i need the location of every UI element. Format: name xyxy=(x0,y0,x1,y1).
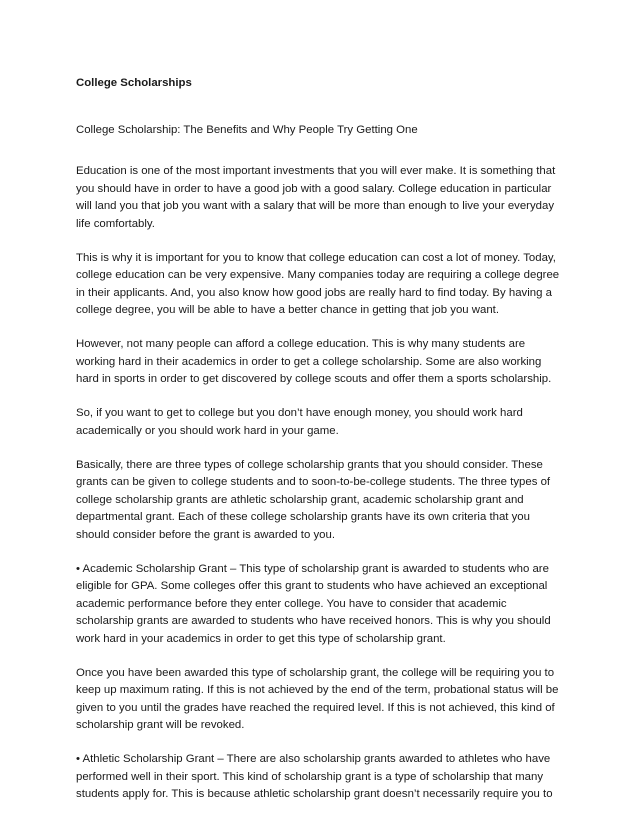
text-line: should consider before the grant is awarded to you. xyxy=(76,528,335,541)
paragraph-grant-types xyxy=(76,457,581,545)
text-line: eligible for GPA. Some colleges offer this grant to students who have achieved an exceptional xyxy=(76,580,548,592)
document-body xyxy=(76,163,581,820)
text-line: performed well in their sport. This kind of scholarship grant is a type of scholarship that many xyxy=(76,770,544,783)
text-line: scholarship grants are awarded to students who have received honors. This is why you should xyxy=(76,615,551,627)
text-line: in their applicants. And, you also know how good jobs are really hard to find today. By having a xyxy=(76,286,552,299)
text-line: college scholarship grants are athletic scholarship grant, academic scholarship grant and xyxy=(76,493,524,506)
document-title: College Scholarships xyxy=(76,77,192,89)
text-line: college education can be very expensive. Many companies today are requiring a college degree xyxy=(76,269,560,281)
document-subtitle: College Scholarship: The Benefits and Why People Try Getting One xyxy=(76,124,418,136)
text-line: So, if you want to get to college but you don’t have enough money, you should work hard xyxy=(76,407,523,419)
text-line: However, not many people can afford a college education. This is why many students are xyxy=(76,338,526,350)
text-line: Once you have been awarded this type of scholarship grant, the college will be requiring you to xyxy=(76,666,555,679)
text-line: life comfortably. xyxy=(76,217,155,230)
text-line: will land you that job you want with a salary that will be more than enough to live your everyday xyxy=(76,200,555,212)
text-line: given to you until the grades have reached the required level. If this is not achieved, this kind of xyxy=(76,701,555,714)
text-line: This is why it is important for you to know that college education can cost a lot of money. Today, xyxy=(76,251,556,264)
text-line: students apply for. This is because athletic scholarship grant doesn’t necessarily require you to xyxy=(76,788,553,800)
text-line: Basically, there are three types of college scholarship grants that you should consider. These xyxy=(76,458,543,471)
bullet-athletic-grant xyxy=(76,751,581,804)
paragraph-cost xyxy=(76,250,581,320)
paragraph-maintain-rating xyxy=(76,665,581,735)
text-line: grants can be given to college students and to soon-to-be-college students. The three types of xyxy=(76,476,551,488)
text-line: academic performance before they enter college. You have to consider that academic xyxy=(76,597,507,610)
paragraph-afford xyxy=(76,336,581,389)
text-line: • Academic Scholarship Grant – This type of scholarship grant is awarded to students who are xyxy=(76,562,549,575)
paragraph-work-hard xyxy=(76,405,581,440)
text-line: working hard in their academics in order to get a college scholarship. Some are also working xyxy=(76,355,542,368)
text-line: departmental grant. Each of these college scholarship grants have its own criteria that you xyxy=(76,511,530,523)
text-line: hard in sports in order to get discovered by college scouts and offer them a sports scholarship. xyxy=(76,373,552,385)
text-line: you should have in order to have a good job with a good salary. College education in particular xyxy=(76,182,552,195)
paragraph-intro xyxy=(76,163,581,233)
text-line: keep up maximum rating. If this is not achieved by the end of the term, probational status will be xyxy=(76,684,559,696)
text-line: • Athletic Scholarship Grant – There are also scholarship grants awarded to athletes who have xyxy=(76,753,551,765)
text-line: scholarship grant will be revoked. xyxy=(76,719,245,731)
text-line: work hard in your academics in order to get this type of scholarship grant. xyxy=(76,632,446,645)
text-line: Education is one of the most important investments that you will ever make. It is something that xyxy=(76,165,556,177)
text-line: academically or you should work hard in your game. xyxy=(76,424,339,437)
bullet-academic-grant xyxy=(76,561,581,649)
text-line: college degree, you will be able to have a better chance in getting that job you want. xyxy=(76,304,499,316)
